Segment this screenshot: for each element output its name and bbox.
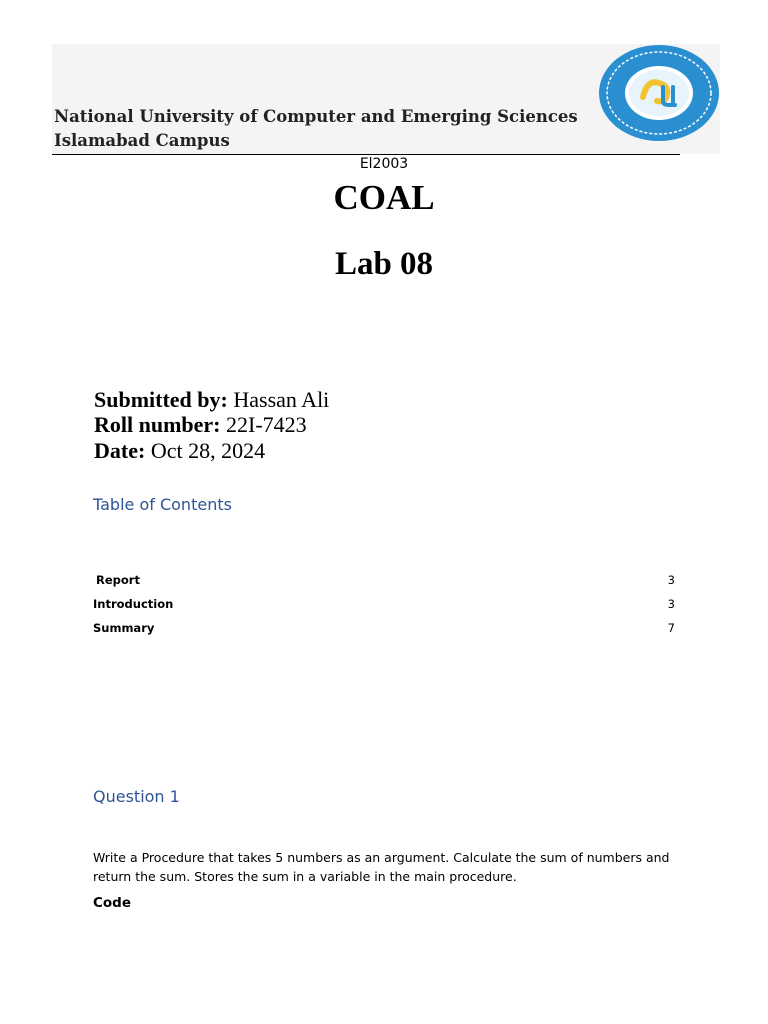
lab-title: Lab 08	[334, 246, 434, 282]
question-body: Write a Procedure that takes 5 numbers as an argument. Calculate the sum of numbers and return the sum. Stores the sum in a variable in the main procedure.	[93, 850, 670, 884]
university-logo-icon	[597, 43, 721, 151]
toc-entry-page: 3	[667, 597, 675, 611]
date-value: Oct 28, 2024	[150, 438, 266, 463]
submitted-by-label: Submitted by:	[94, 387, 228, 412]
header-divider	[52, 154, 680, 155]
toc-entry-label: Introduction	[93, 597, 174, 611]
roll-number-label: Roll number:	[94, 412, 221, 437]
code-label: Code	[93, 895, 132, 911]
roll-number-value: 22I-7423	[226, 412, 307, 437]
toc-entry[interactable]	[93, 597, 675, 615]
toc-entry-page: 7	[667, 621, 675, 635]
course-title: COAL	[333, 178, 435, 217]
date-line	[94, 438, 265, 464]
toc-entry[interactable]	[93, 621, 675, 639]
date-label: Date:	[94, 438, 146, 463]
question-heading: Question 1	[93, 787, 180, 806]
university-name: National University of Computer and Emerging Sciences	[54, 107, 578, 126]
toc-entry-page: 3	[667, 573, 675, 587]
toc-entry-label: Report	[96, 573, 140, 587]
campus-name: Islamabad Campus	[54, 131, 230, 150]
course-code: El2003	[359, 156, 409, 172]
toc-entry-label: Summary	[93, 621, 155, 635]
submitted-by-line	[94, 387, 329, 413]
toc-entry[interactable]	[93, 573, 675, 591]
roll-number-line	[94, 412, 307, 438]
submitted-by-value: Hassan Ali	[233, 387, 330, 412]
toc-heading: Table of Contents	[93, 495, 232, 514]
